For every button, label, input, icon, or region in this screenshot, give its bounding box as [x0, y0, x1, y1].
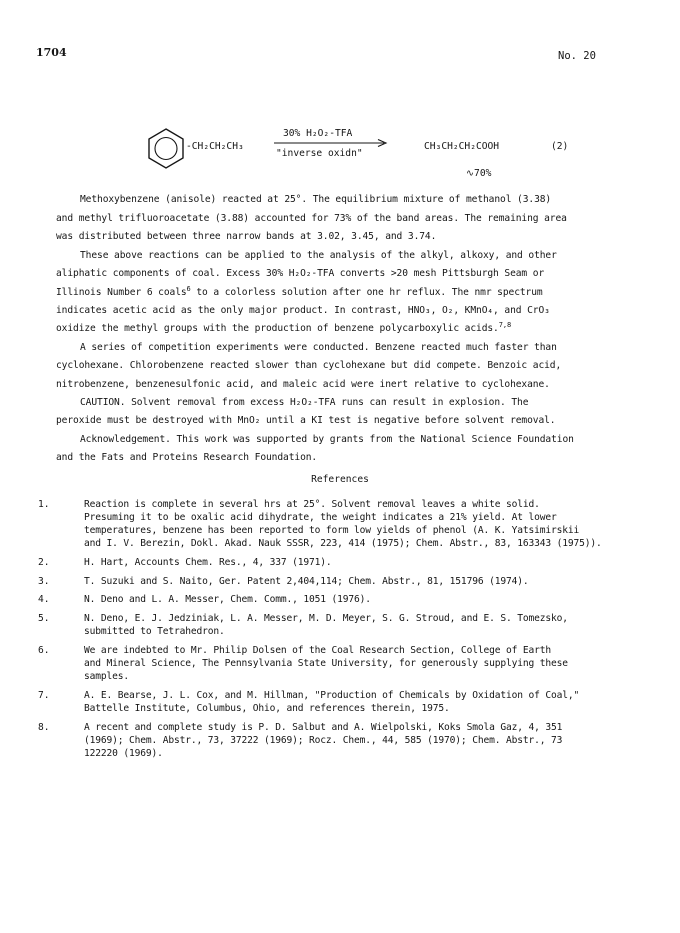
reference-line: and Mineral Science, The Pennsylvania State University, for generously supplying these	[84, 658, 568, 669]
citation-superscript: 7,8	[498, 321, 512, 329]
reference-line: (1969); Chem. Abstr., 73, 37222 (1969); Rocz. Chem., 44, 585 (1970); Chem. Abstr., 73	[84, 735, 563, 746]
body-text: Illinois Number 6 coals	[56, 287, 187, 298]
citation-superscript: 6	[186, 285, 191, 293]
reference-number: 3.	[38, 576, 50, 587]
body-text: oxidize the methyl groups with the production of benzene polycarboxylic acids.	[56, 323, 499, 334]
references-heading: References	[311, 474, 369, 485]
reference-line: Presuming it to be oxalic acid dihydrate, the weight indicates a 21% yield. At lower	[84, 512, 557, 523]
benzene-ring-icon	[144, 126, 188, 170]
body-line	[56, 287, 543, 298]
reference-number: 4.	[38, 594, 50, 605]
reference-line: A recent and complete study is P. D. Salbut and A. Wielpolski, Koks Smola Gaz, 4, 351	[84, 722, 563, 733]
reagent-bottom: "inverse oxidn"	[276, 148, 363, 159]
reference-line: We are indebted to Mr. Philip Dolsen of the Coal Research Section, College of Earth	[84, 645, 551, 656]
caution-line: CAUTION. Solvent removal from excess H₂O₂-TFA runs can result in explosion. The	[80, 397, 529, 408]
body-line: was distributed between three narrow bands at 3.02, 3.45, and 3.74.	[56, 231, 437, 242]
body-line	[56, 323, 511, 334]
body-line: and methyl trifluoroacetate (3.88) accounted for 73% of the band areas. The remaining area	[56, 213, 567, 224]
reference-number: 5.	[38, 613, 50, 624]
body-line: These above reactions can be applied to the analysis of the alkyl, alkoxy, and other	[80, 250, 557, 261]
body-text: to a colorless solution after one hr reflux. The nmr spectrum	[190, 287, 543, 298]
issue-number: No. 20	[558, 50, 596, 62]
body-line: Methoxybenzene (anisole) reacted at 25°. The equilibrium mixture of methanol (3.38)	[80, 194, 552, 205]
page-number: 1704	[36, 46, 67, 59]
reference-number: 6.	[38, 645, 50, 656]
body-line: cyclohexane. Chlorobenzene reacted slower than cyclohexane but did compete. Benzoic acid,	[56, 360, 562, 371]
reference-line: N. Deno and L. A. Messer, Chem. Comm., 1051 (1976).	[84, 594, 371, 605]
reference-line: N. Deno, E. J. Jedziniak, L. A. Messer, M. D. Meyer, S. G. Stroud, and E. S. Tomezsko,	[84, 613, 568, 624]
reference-line: Reaction is complete in several hrs at 25°. Solvent removal leaves a white solid.	[84, 499, 540, 510]
reagent-top: 30% H₂O₂-TFA	[283, 128, 353, 139]
product-formula: CH₃CH₂CH₂COOH	[424, 141, 500, 152]
reference-line: samples.	[84, 671, 130, 682]
reference-line: and I. V. Berezin, Dokl. Akad. Nauk SSSR, 223, 414 (1975); Chem. Abstr., 83, 163343 (1975)).	[84, 538, 602, 549]
equation-number: (2)	[551, 141, 569, 152]
reference-number: 7.	[38, 690, 50, 701]
body-line: indicates acetic acid as the only major product. In contrast, HNO₃, O₂, KMnO₄, and CrO₃	[56, 305, 550, 316]
caution-line: peroxide must be destroyed with MnO₂ until a KI test is negative before solvent removal.	[56, 415, 556, 426]
reference-number: 1.	[38, 499, 50, 510]
reaction-arrow-icon	[272, 138, 392, 148]
body-line: A series of competition experiments were conducted. Benzene reacted much faster than	[80, 342, 557, 353]
reference-line: temperatures, benzene has been reported to form low yields of phenol (A. K. Yatsimirskii	[84, 525, 580, 536]
reference-line: A. E. Bearse, J. L. Cox, and M. Hillman, "Production of Chemicals by Oxidation of Coal,"	[84, 690, 580, 701]
reactant-substituent: -CH₂CH₂CH₃	[186, 141, 244, 152]
reference-line: Battelle Institute, Columbus, Ohio, and references therein, 1975.	[84, 703, 450, 714]
body-line: nitrobenzene, benzenesulfonic acid, and maleic acid were inert relative to cyclohexane.	[56, 379, 550, 390]
reference-line: H. Hart, Accounts Chem. Res., 4, 337 (1971).	[84, 557, 332, 568]
reference-line: 122220 (1969).	[84, 748, 163, 759]
reference-line: submitted to Tetrahedron.	[84, 626, 225, 637]
acknowledgement-line: Acknowledgement. This work was supported by grants from the National Science Foundation	[80, 434, 574, 445]
reference-number: 2.	[38, 557, 50, 568]
body-line: aliphatic components of coal. Excess 30% H₂O₂-TFA converts >20 mesh Pittsburgh Seam or	[56, 268, 545, 279]
yield-label: ∿70%	[466, 168, 492, 179]
reference-number: 8.	[38, 722, 50, 733]
reference-line: T. Suzuki and S. Naito, Ger. Patent 2,404,114; Chem. Abstr., 81, 151796 (1974).	[84, 576, 529, 587]
acknowledgement-line: and the Fats and Proteins Research Foundation.	[56, 452, 318, 463]
